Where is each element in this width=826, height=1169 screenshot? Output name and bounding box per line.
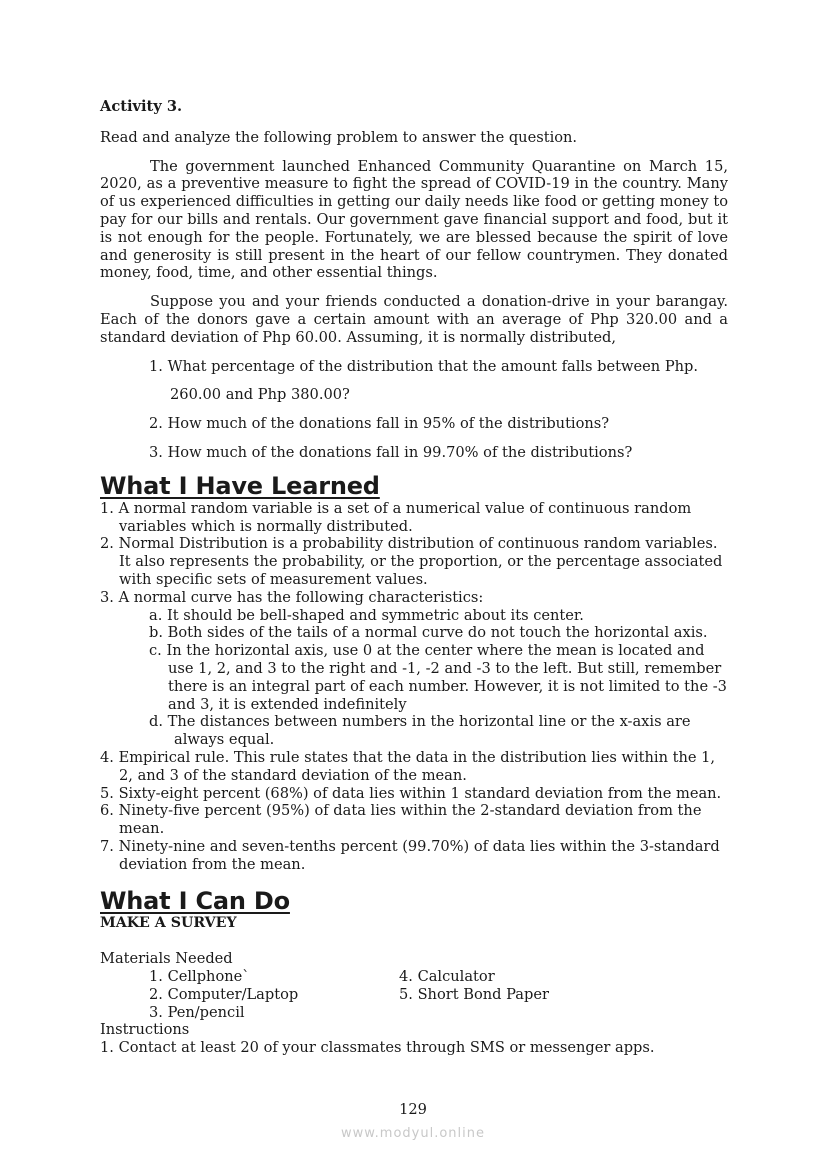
what-i-can-do-heading: What I Can Do (100, 887, 290, 916)
learned-item-3 (100, 589, 728, 607)
characteristics-list (100, 607, 728, 749)
learned-list (100, 500, 728, 607)
learned-item-1: 1. A normal random variable is a set of a numerical value of continuous random variables which is normally distributed. (100, 499, 692, 535)
learned-item-5: 5. Sixty-eight percent (68%) of data lies within 1 standard deviation from the mean. (100, 784, 722, 802)
learned-item-3-text: 3. A normal curve has the following characteristics: (100, 588, 484, 606)
learned-item-2: 2. Normal Distribution is a probability distribution of continuous random variables. It also represents the probability, or the proportion, or the percentage associated with specific sets of measurement values. (100, 535, 723, 588)
materials-list (100, 968, 728, 1021)
material-item: 3. Pen/pencil (149, 1003, 245, 1021)
activity-intro: Read and analyze the following problem to answer the question. (100, 128, 578, 146)
characteristic-b: b. Both sides of the tails of a normal curve do not touch the horizontal axis. (149, 624, 708, 642)
learned-list-continued (100, 749, 728, 874)
question-3: 3. How much of the donations fall in 99.70% of the distributions? (149, 443, 633, 461)
material-item: 4. Calculator (399, 968, 495, 986)
material-item: 2. Computer/Laptop (149, 985, 299, 1003)
characteristic-c: c. In the horizontal axis, use 0 at the center where the mean is located and use 1, 2, and 3 to the right and -1, -2 and -3 to the left. But still, remember there is an integral part of each number. However, it is not limited to the -3 and 3, it is extended indefinitely (149, 642, 727, 713)
question-1-continued: 260.00 and Php 380.00? (170, 386, 350, 404)
material-item: 5. Short Bond Paper (399, 985, 549, 1003)
instructions-label: Instructions (100, 1021, 190, 1039)
activity-title: Activity 3. (100, 98, 183, 115)
question-2: 2. How much of the donations fall in 95% of the distributions? (149, 415, 610, 433)
watermark: www.modyul.online (340, 1126, 486, 1141)
learned-item-4: 4. Empirical rule. This rule states that the data in the distribution lies within the 1, 2, and 3 of the standard deviation of the mean. (100, 748, 716, 784)
learned-item-6: 6. Ninety-five percent (95%) of data lies within the 2-standard deviation from the mean. (100, 802, 702, 838)
activity-paragraph-2: Suppose you and your friends conducted a donation-drive in your barangay. Each of the donors gave a certain amount with an average of Php 320.00 and a standard deviation of Php 60.00. Assuming, it is normally distributed, (100, 293, 728, 346)
characteristic-d: d. The distances between numbers in the horizontal line or the x-axis are always equal. (149, 713, 691, 749)
what-i-have-learned-heading: What I Have Learned (100, 471, 380, 500)
instruction-item-1: 1. Contact at least 20 of your classmates through SMS or messenger apps. (100, 1039, 655, 1057)
materials-label: Materials Needed (100, 950, 233, 968)
question-1: 1. What percentage of the distribution that the amount falls between Php. (149, 357, 699, 375)
page-number: 129 (399, 1101, 427, 1118)
survey-title: MAKE A SURVEY (100, 915, 237, 932)
learned-item-7: 7. Ninety-nine and seven-tenths percent (99.70%) of data lies within the 3-standard deviation from the mean. (100, 837, 720, 873)
material-item: 1. Cellphone` (149, 968, 250, 986)
question-list (100, 358, 728, 462)
document-page (100, 98, 728, 1057)
activity-paragraph-1: The government launched Enhanced Community Quarantine on March 15, 2020, as a preventive measure to fight the spread of COVID-19 in the country. Many of us experienced difficulties in getting our daily needs like food or getting money to pay for our bills and rentals. Our government gave financial support and food, but it is not enough for the people. Fortunately, we are blessed because the spirit of love and generosity is still present in the heart of our fellow countrymen. They donated money, food, time, and other essential things. (100, 157, 728, 282)
characteristic-a: a. It should be bell-shaped and symmetric about its center. (149, 606, 584, 624)
